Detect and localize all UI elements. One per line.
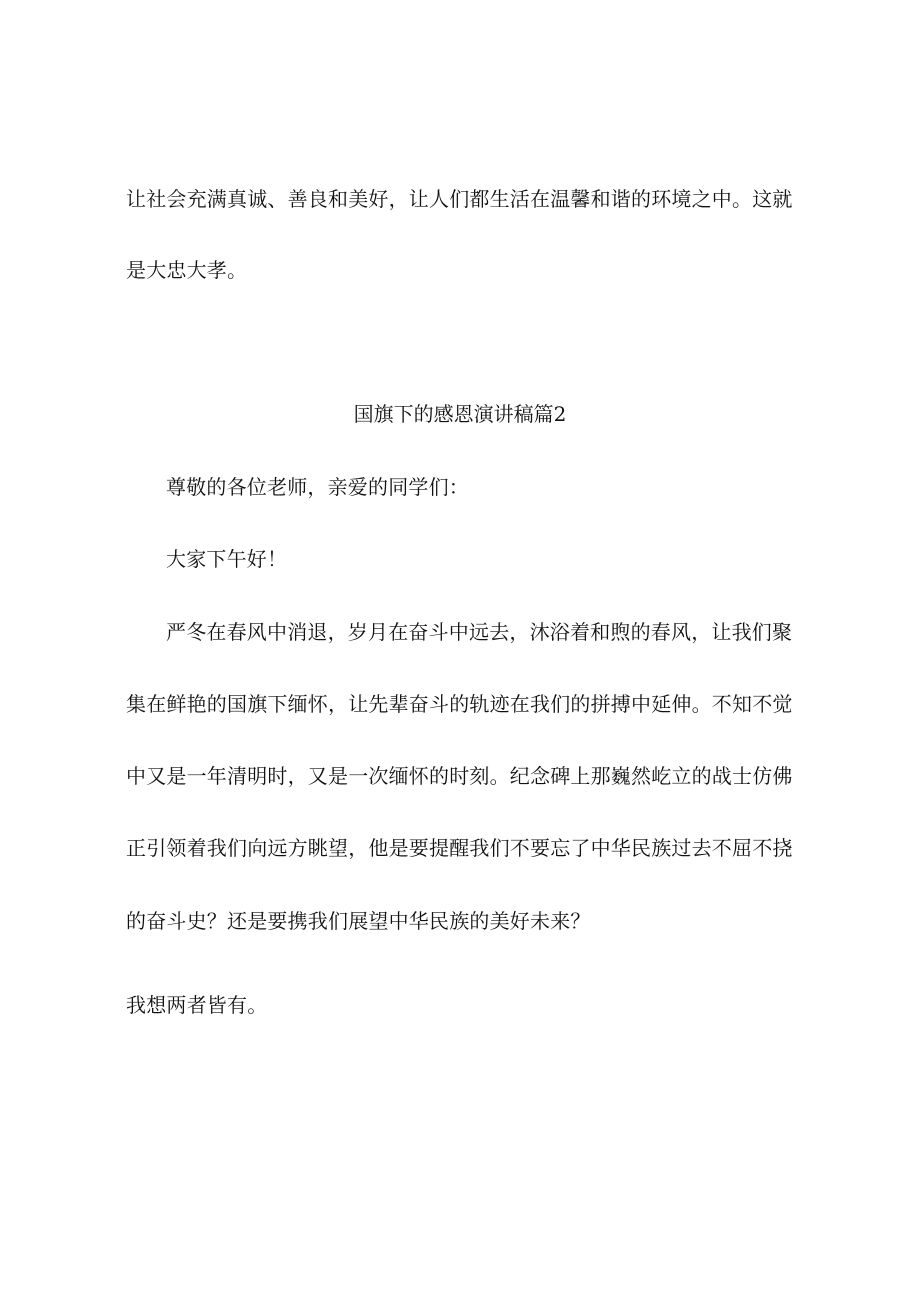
salutation: 尊敬的各位老师，亲爱的同学们： <box>166 475 469 499</box>
paragraph-line: 的奋斗史？还是要携我们展望中华民族的美好未来？ <box>126 909 591 933</box>
section-title-text: 国旗下的感恩演讲稿篇 <box>353 402 554 426</box>
paragraph-line: 中又是一年清明时，又是一次缅怀的时刻。纪念碑上那巍然屹立的战士仿佛 <box>126 764 793 788</box>
section-title-number: 2 <box>553 402 567 426</box>
paragraph-line: 正引领着我们向远方眺望，他是要提醒我们不要忘了中华民族过去不屈不挠 <box>126 836 793 860</box>
paragraph-line: 让社会充满真诚、善良和美好，让人们都生活在温馨和谐的环境之中。这就 <box>126 187 793 211</box>
section-title <box>0 400 920 428</box>
paragraph-line: 严冬在春风中消退，岁月在奋斗中远去，沐浴着和煦的春风，让我们聚 <box>166 620 793 644</box>
closing-line: 我想两者皆有。 <box>126 993 268 1017</box>
greeting: 大家下午好！ <box>166 547 288 571</box>
paragraph-line: 集在鲜艳的国旗下缅怀，让先辈奋斗的轨迹在我们的拼搏中延伸。不知不觉 <box>126 692 793 716</box>
paragraph-line: 是大忠大孝。 <box>126 258 248 282</box>
